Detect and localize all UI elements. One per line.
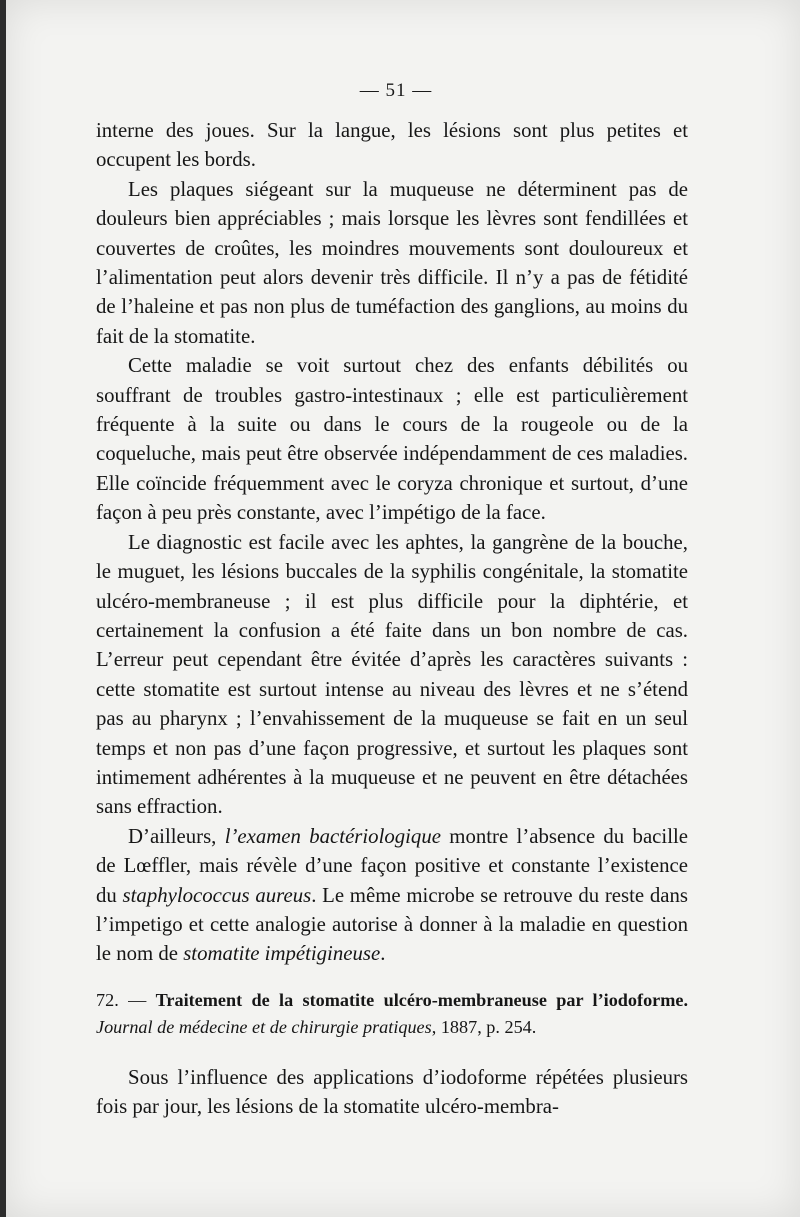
reference-title: Traitement de la stomatite ulcéro-membraneuse par l’iodoforme.	[155, 989, 689, 1010]
reference-details: , 1887, p. 254.	[431, 1016, 537, 1037]
paragraph-2: Les plaques siégeant sur la muqueuse ne déterminent pas de douleurs bien appréciables ; mais lorsque les lèvres sont fendillées et couvertes de croûtes, les moindres mouvements sont douloureux et l’alimentation peut alors devenir très difficile. Il n’y a pas de fétidité de l’haleine et pas non plus de tuméfaction des ganglions, au moins du fait de la stomatite.	[96, 177, 688, 348]
reference-number: 72. —	[96, 989, 156, 1010]
reference-entry	[96, 987, 688, 1041]
body-text	[96, 116, 688, 1122]
paragraph-1: interne des joues. Sur la langue, les lésions sont plus petites et occupent les bords.	[96, 119, 688, 172]
paragraph-3: Cette maladie se voit surtout chez des enfants débilités ou souffrant de troubles gastro-intestinaux ; elle est particulièrement fréquente à la suite ou dans le cours de la rougeole ou de la coqueluche, mais peut être observée indépendamment de ces maladies. Elle coïncide fréquemment avec le coryza chronique et surtout, d’une façon à peu près constante, avec l’impétigo de la face.	[96, 354, 688, 525]
text-run: . Le même microbe se retrouve du reste dans l’impetigo et cette analogie autorise à donner à la maladie en question le nom de	[96, 883, 688, 966]
text-run: montre l’absence du bacille de Lœffler, mais révèle d’une façon positive et constante l’existence du	[96, 824, 688, 907]
text-run: D’ailleurs,	[128, 824, 225, 848]
paragraph-6: Sous l’influence des applications d’iodoforme répétées plusieurs fois par jour, les lésions de la stomatite ulcéro-membra-	[96, 1065, 688, 1119]
paragraph-5	[96, 822, 688, 969]
book-page	[6, 0, 800, 1217]
reference-journal: Journal de médecine et de chirurgie pratiques	[96, 1016, 432, 1037]
italic-run: l’examen bactériologique	[224, 824, 441, 848]
italic-run: staphylococcus aureus	[122, 883, 312, 907]
paragraph-4: Le diagnostic est facile avec les aphtes, la gangrène de la bouche, le muguet, les lésions buccales de la syphilis congénitale, la stomatite ulcéro-membraneuse ; il est plus difficile pour la diphtérie, et certainement la confusion a été faite dans un bon nombre de cas. L’erreur peut cependant être évitée d’après les caractères suivants : cette stomatite est surtout intense au niveau des lèvres et ne s’étend pas au pharynx ; l’envahissement de la muqueuse se fait en un seul temps et non pas d’une façon progressive, et surtout les plaques sont intimement adhérentes à la muqueuse et ne peuvent en être détachées sans effraction.	[96, 530, 688, 819]
page-number: — 51 —	[359, 80, 433, 101]
italic-run: stomatite impétigineuse	[183, 942, 381, 966]
text-run: .	[380, 942, 386, 966]
